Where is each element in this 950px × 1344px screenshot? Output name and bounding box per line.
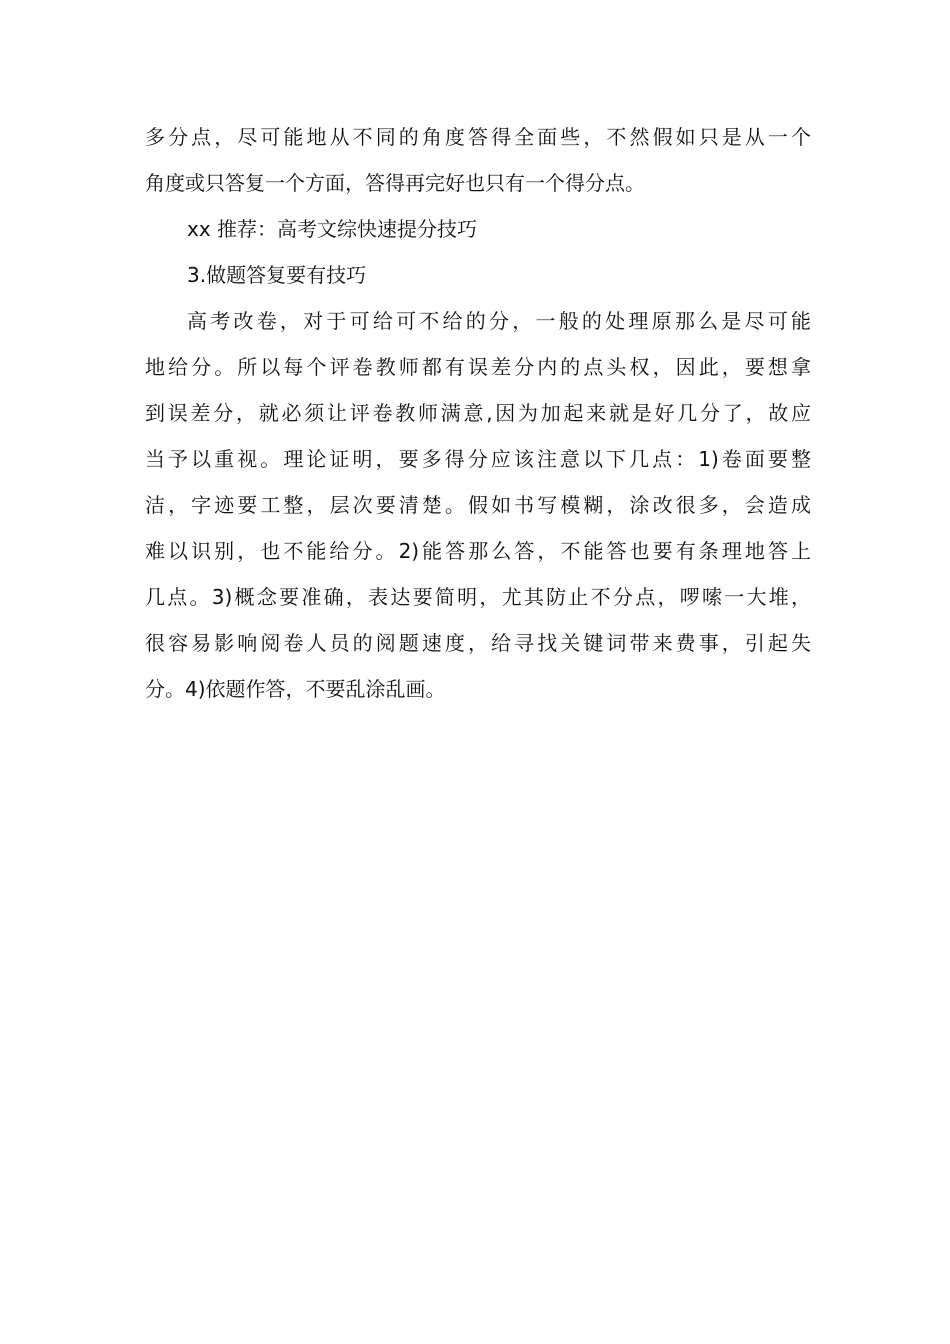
text-line: 很容易影响阅卷人员的阅题速度，给寻找关键词带来费事，引起失 bbox=[145, 631, 811, 655]
section-heading: 3.做题答复要有技巧 bbox=[187, 263, 367, 287]
text-line: 难以识别，也不能给分。2)能答那么答，不能答也要有条理地答上 bbox=[145, 539, 811, 563]
text-line: 几点。3)概念要准确，表达要简明，尤其防止不分点，啰嗦一大堆， bbox=[145, 585, 811, 609]
text-line: 洁，字迹要工整，层次要清楚。假如书写模糊，涂改很多，会造成 bbox=[145, 493, 811, 517]
text-line: 地给分。所以每个评卷教师都有误差分内的点头权，因此，要想拿 bbox=[145, 355, 811, 379]
document-body bbox=[145, 114, 811, 712]
text-line: 分。4)依题作答，不要乱涂乱画。 bbox=[145, 677, 446, 701]
text-line: xx 推荐：高考文综快速提分技巧 bbox=[187, 217, 478, 241]
text-line: 多分点，尽可能地从不同的角度答得全面些，不然假如只是从一个 bbox=[145, 125, 811, 149]
text-line: 到误差分，就必须让评卷教师满意,因为加起来就是好几分了，故应 bbox=[145, 401, 811, 425]
text-line: 高考改卷，对于可给可不给的分，一般的处理原那么是尽可能 bbox=[187, 309, 811, 333]
text-line: 当予以重视。理论证明，要多得分应该注意以下几点：1)卷面要整 bbox=[145, 447, 811, 471]
text-line: 角度或只答复一个方面，答得再完好也只有一个得分点。 bbox=[145, 171, 645, 195]
